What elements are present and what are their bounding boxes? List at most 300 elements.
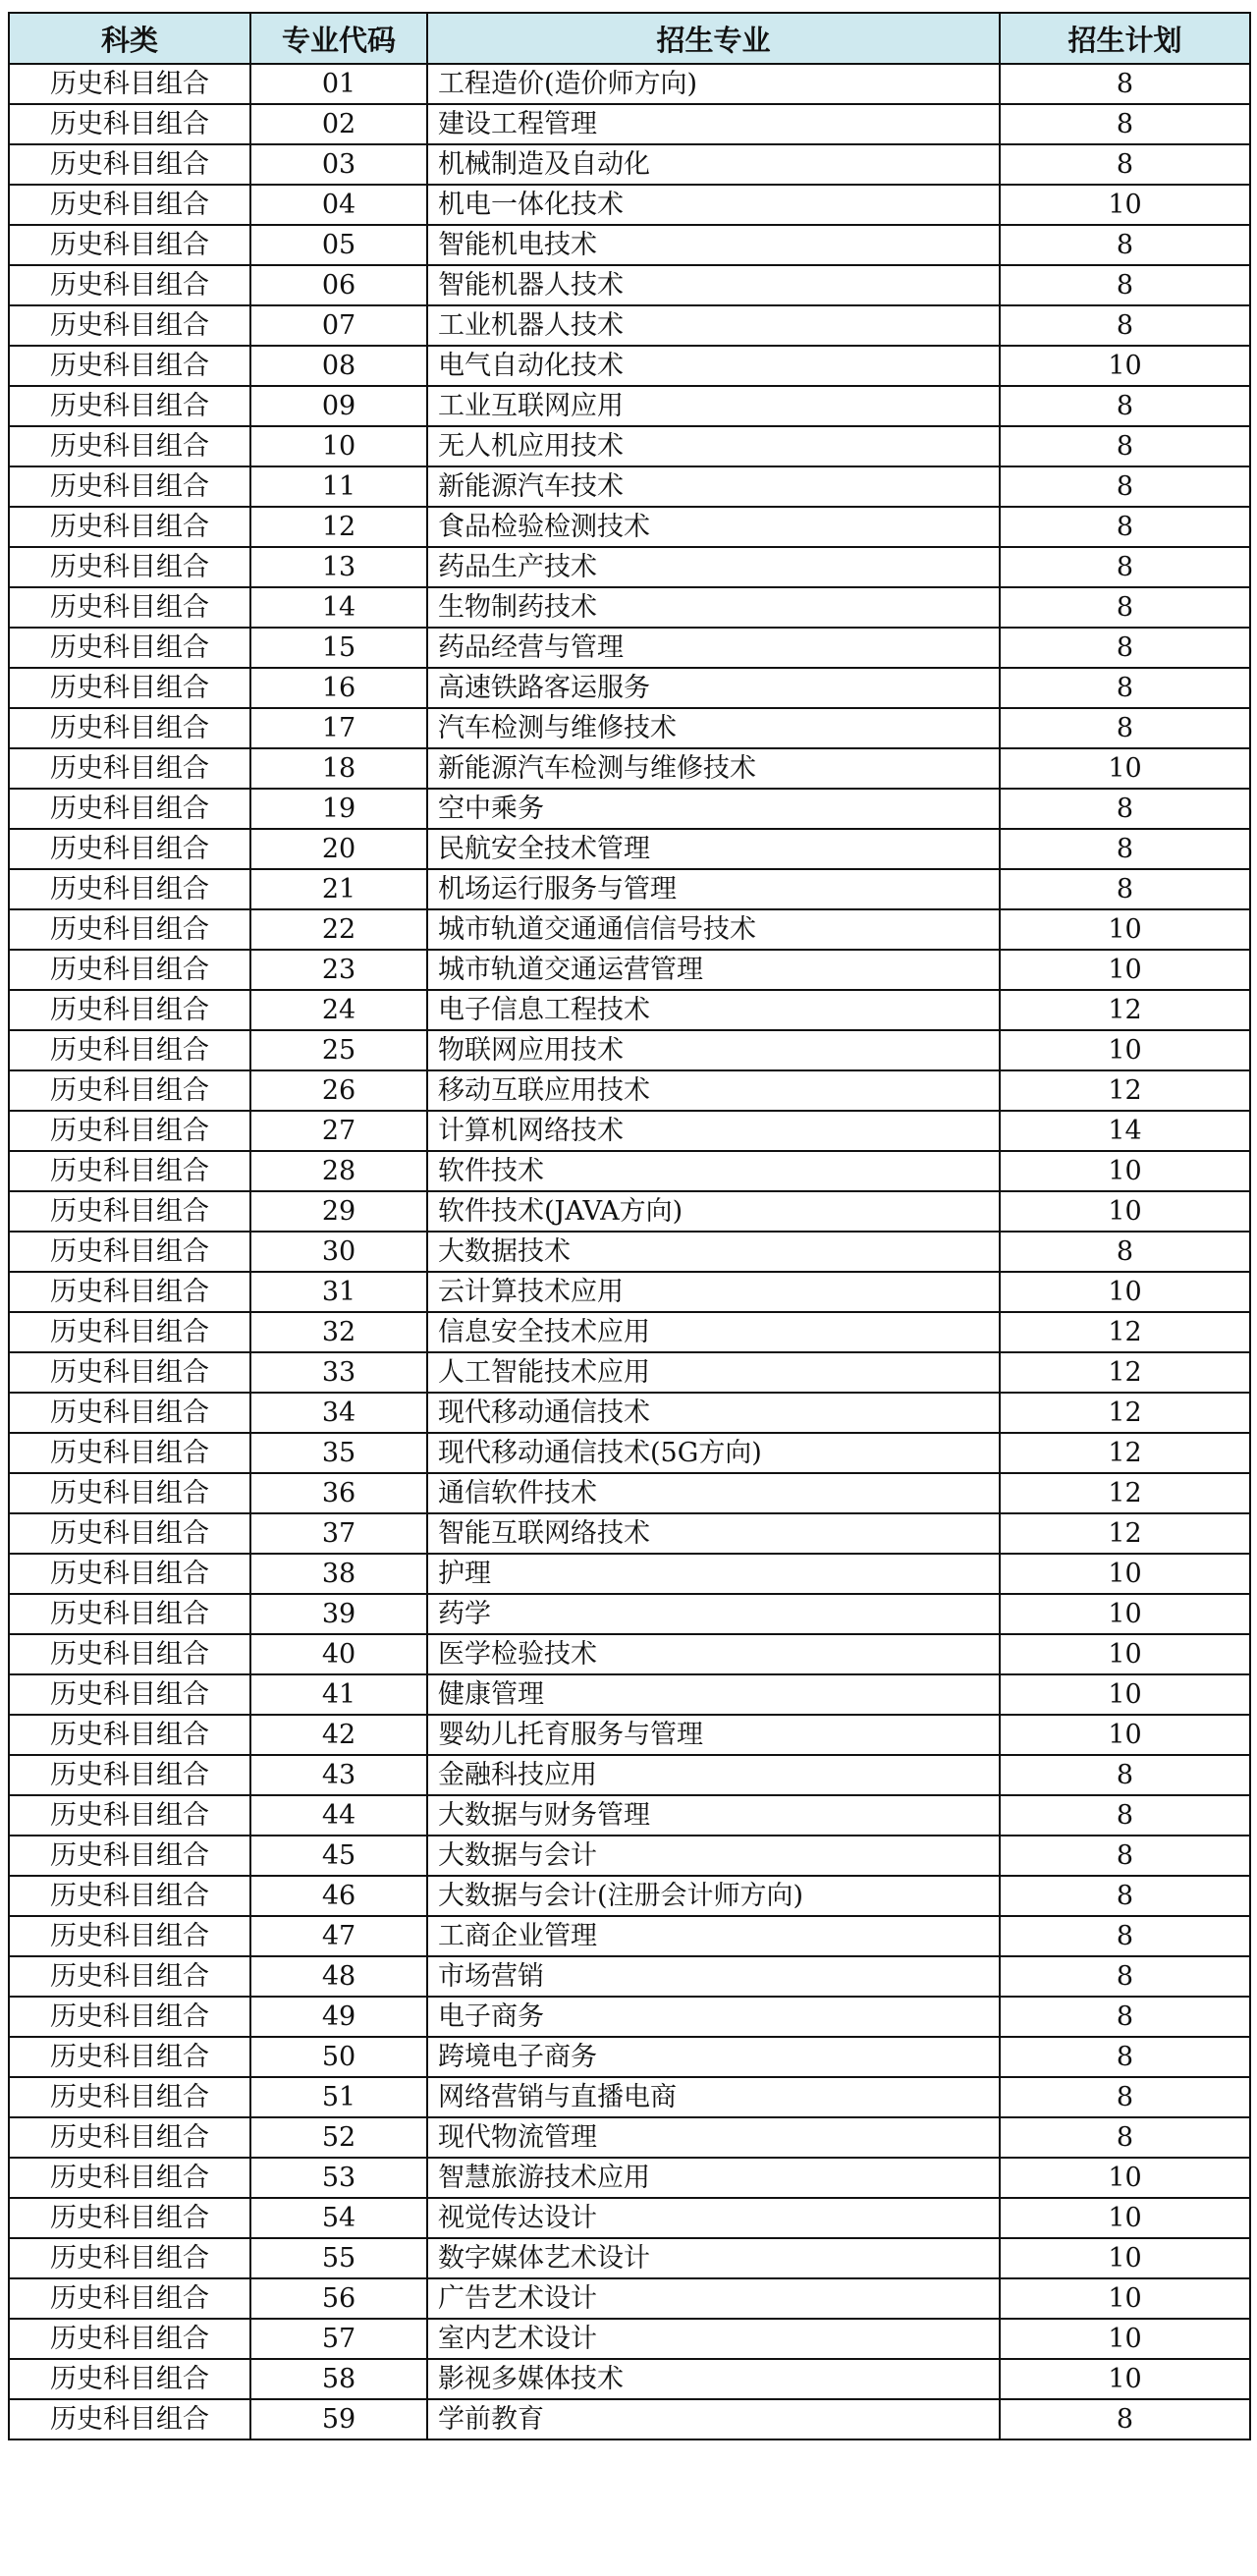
code-cell: 07 xyxy=(250,305,427,346)
category-cell: 历史科目组合 xyxy=(9,547,250,587)
major-cell: 空中乘务 xyxy=(427,789,1000,829)
major-cell: 信息安全技术应用 xyxy=(427,1312,1000,1352)
category-cell: 历史科目组合 xyxy=(9,1755,250,1795)
quota-cell: 10 xyxy=(1000,1715,1250,1755)
table-row xyxy=(9,1111,1250,1151)
header-quota: 招生计划 xyxy=(1000,13,1250,64)
code-cell: 21 xyxy=(250,869,427,909)
quota-cell: 10 xyxy=(1000,2359,1250,2399)
major-cell: 机场运行服务与管理 xyxy=(427,869,1000,909)
major-cell: 药学 xyxy=(427,1594,1000,1634)
code-cell: 16 xyxy=(250,668,427,708)
category-cell: 历史科目组合 xyxy=(9,1393,250,1433)
quota-cell: 10 xyxy=(1000,950,1250,990)
major-cell: 食品检验检测技术 xyxy=(427,507,1000,547)
major-cell: 影视多媒体技术 xyxy=(427,2359,1000,2399)
category-cell: 历史科目组合 xyxy=(9,2198,250,2238)
quota-cell: 12 xyxy=(1000,990,1250,1030)
major-cell: 工业互联网应用 xyxy=(427,386,1000,426)
major-cell: 智能互联网络技术 xyxy=(427,1513,1000,1554)
table-row xyxy=(9,1634,1250,1674)
major-cell: 云计算技术应用 xyxy=(427,1272,1000,1312)
quota-cell: 12 xyxy=(1000,1352,1250,1393)
quota-cell: 8 xyxy=(1000,2077,1250,2117)
code-cell: 32 xyxy=(250,1312,427,1352)
major-cell: 护理 xyxy=(427,1554,1000,1594)
table-row xyxy=(9,1473,1250,1513)
quota-cell: 10 xyxy=(1000,1191,1250,1232)
table-row xyxy=(9,1594,1250,1634)
category-cell: 历史科目组合 xyxy=(9,265,250,305)
code-cell: 43 xyxy=(250,1755,427,1795)
major-cell: 医学检验技术 xyxy=(427,1634,1000,1674)
code-cell: 36 xyxy=(250,1473,427,1513)
category-cell: 历史科目组合 xyxy=(9,1070,250,1111)
category-cell: 历史科目组合 xyxy=(9,466,250,507)
quota-cell: 8 xyxy=(1000,1836,1250,1876)
quota-cell: 10 xyxy=(1000,1272,1250,1312)
major-cell: 现代物流管理 xyxy=(427,2117,1000,2158)
major-cell: 物联网应用技术 xyxy=(427,1030,1000,1070)
quota-cell: 8 xyxy=(1000,869,1250,909)
category-cell: 历史科目组合 xyxy=(9,1715,250,1755)
quota-cell: 14 xyxy=(1000,1111,1250,1151)
code-cell: 51 xyxy=(250,2077,427,2117)
category-cell: 历史科目组合 xyxy=(9,869,250,909)
major-cell: 工业机器人技术 xyxy=(427,305,1000,346)
code-cell: 50 xyxy=(250,2037,427,2077)
category-cell: 历史科目组合 xyxy=(9,2158,250,2198)
category-cell: 历史科目组合 xyxy=(9,426,250,466)
table-row xyxy=(9,708,1250,748)
major-cell: 网络营销与直播电商 xyxy=(427,2077,1000,2117)
table-row xyxy=(9,2319,1250,2359)
table-row xyxy=(9,2399,1250,2439)
major-cell: 汽车检测与维修技术 xyxy=(427,708,1000,748)
quota-cell: 8 xyxy=(1000,1755,1250,1795)
quota-cell: 12 xyxy=(1000,1473,1250,1513)
quota-cell: 12 xyxy=(1000,1433,1250,1473)
code-cell: 34 xyxy=(250,1393,427,1433)
quota-cell: 8 xyxy=(1000,829,1250,869)
quota-cell: 12 xyxy=(1000,1513,1250,1554)
quota-cell: 12 xyxy=(1000,1312,1250,1352)
category-cell: 历史科目组合 xyxy=(9,1312,250,1352)
quota-cell: 8 xyxy=(1000,1916,1250,1956)
table-row xyxy=(9,1151,1250,1191)
category-cell: 历史科目组合 xyxy=(9,1151,250,1191)
code-cell: 52 xyxy=(250,2117,427,2158)
major-cell: 健康管理 xyxy=(427,1674,1000,1715)
table-row xyxy=(9,2037,1250,2077)
major-cell: 建设工程管理 xyxy=(427,104,1000,144)
major-cell: 新能源汽车技术 xyxy=(427,466,1000,507)
table-row xyxy=(9,789,1250,829)
quota-cell: 8 xyxy=(1000,2037,1250,2077)
code-cell: 35 xyxy=(250,1433,427,1473)
quota-cell: 8 xyxy=(1000,305,1250,346)
table-row xyxy=(9,466,1250,507)
table-row xyxy=(9,1674,1250,1715)
quota-cell: 8 xyxy=(1000,225,1250,265)
major-cell: 高速铁路客运服务 xyxy=(427,668,1000,708)
table-row xyxy=(9,1876,1250,1916)
quota-cell: 10 xyxy=(1000,1594,1250,1634)
major-cell: 计算机网络技术 xyxy=(427,1111,1000,1151)
quota-cell: 8 xyxy=(1000,1997,1250,2037)
code-cell: 47 xyxy=(250,1916,427,1956)
major-cell: 生物制药技术 xyxy=(427,587,1000,628)
category-cell: 历史科目组合 xyxy=(9,1191,250,1232)
code-cell: 59 xyxy=(250,2399,427,2439)
code-cell: 42 xyxy=(250,1715,427,1755)
code-cell: 31 xyxy=(250,1272,427,1312)
table-row xyxy=(9,869,1250,909)
quota-cell: 12 xyxy=(1000,1393,1250,1433)
quota-cell: 10 xyxy=(1000,2319,1250,2359)
table-row xyxy=(9,829,1250,869)
category-cell: 历史科目组合 xyxy=(9,829,250,869)
major-cell: 数字媒体艺术设计 xyxy=(427,2238,1000,2278)
category-cell: 历史科目组合 xyxy=(9,1916,250,1956)
quota-cell: 8 xyxy=(1000,104,1250,144)
major-cell: 药品经营与管理 xyxy=(427,628,1000,668)
table-row xyxy=(9,1352,1250,1393)
code-cell: 45 xyxy=(250,1836,427,1876)
table-row xyxy=(9,2158,1250,2198)
category-cell: 历史科目组合 xyxy=(9,64,250,104)
major-cell: 新能源汽车检测与维修技术 xyxy=(427,748,1000,789)
category-cell: 历史科目组合 xyxy=(9,305,250,346)
category-cell: 历史科目组合 xyxy=(9,2238,250,2278)
major-cell: 智能机器人技术 xyxy=(427,265,1000,305)
major-cell: 软件技术 xyxy=(427,1151,1000,1191)
category-cell: 历史科目组合 xyxy=(9,1674,250,1715)
quota-cell: 10 xyxy=(1000,2158,1250,2198)
major-cell: 工程造价(造价师方向) xyxy=(427,64,1000,104)
major-cell: 民航安全技术管理 xyxy=(427,829,1000,869)
quota-cell: 10 xyxy=(1000,2238,1250,2278)
major-cell: 婴幼儿托育服务与管理 xyxy=(427,1715,1000,1755)
header-code: 专业代码 xyxy=(250,13,427,64)
table-row xyxy=(9,1030,1250,1070)
quota-cell: 8 xyxy=(1000,386,1250,426)
major-cell: 移动互联应用技术 xyxy=(427,1070,1000,1111)
major-cell: 电气自动化技术 xyxy=(427,346,1000,386)
table-row xyxy=(9,64,1250,104)
major-cell: 药品生产技术 xyxy=(427,547,1000,587)
quota-cell: 8 xyxy=(1000,1876,1250,1916)
quota-cell: 8 xyxy=(1000,708,1250,748)
category-cell: 历史科目组合 xyxy=(9,990,250,1030)
major-cell: 智慧旅游技术应用 xyxy=(427,2158,1000,2198)
code-cell: 08 xyxy=(250,346,427,386)
quota-cell: 8 xyxy=(1000,466,1250,507)
code-cell: 19 xyxy=(250,789,427,829)
table-row xyxy=(9,1715,1250,1755)
major-cell: 现代移动通信技术(5G方向) xyxy=(427,1433,1000,1473)
code-cell: 23 xyxy=(250,950,427,990)
category-cell: 历史科目组合 xyxy=(9,185,250,225)
category-cell: 历史科目组合 xyxy=(9,2037,250,2077)
category-cell: 历史科目组合 xyxy=(9,668,250,708)
table-row xyxy=(9,2077,1250,2117)
table-row xyxy=(9,1554,1250,1594)
code-cell: 15 xyxy=(250,628,427,668)
category-cell: 历史科目组合 xyxy=(9,1836,250,1876)
quota-cell: 8 xyxy=(1000,1232,1250,1272)
quota-cell: 8 xyxy=(1000,507,1250,547)
table-row xyxy=(9,1433,1250,1473)
code-cell: 06 xyxy=(250,265,427,305)
admissions-plan-table xyxy=(8,12,1251,2440)
table-row xyxy=(9,2359,1250,2399)
quota-cell: 10 xyxy=(1000,748,1250,789)
category-cell: 历史科目组合 xyxy=(9,2399,250,2439)
quota-cell: 8 xyxy=(1000,426,1250,466)
code-cell: 27 xyxy=(250,1111,427,1151)
table-row xyxy=(9,587,1250,628)
table-row xyxy=(9,628,1250,668)
code-cell: 49 xyxy=(250,1997,427,2037)
quota-cell: 8 xyxy=(1000,1956,1250,1997)
code-cell: 20 xyxy=(250,829,427,869)
quota-cell: 8 xyxy=(1000,789,1250,829)
quota-cell: 10 xyxy=(1000,2278,1250,2319)
code-cell: 46 xyxy=(250,1876,427,1916)
quota-cell: 8 xyxy=(1000,668,1250,708)
category-cell: 历史科目组合 xyxy=(9,1997,250,2037)
major-cell: 广告艺术设计 xyxy=(427,2278,1000,2319)
major-cell: 金融科技应用 xyxy=(427,1755,1000,1795)
major-cell: 城市轨道交通运营管理 xyxy=(427,950,1000,990)
category-cell: 历史科目组合 xyxy=(9,2278,250,2319)
category-cell: 历史科目组合 xyxy=(9,144,250,185)
table-row xyxy=(9,1956,1250,1997)
quota-cell: 10 xyxy=(1000,2198,1250,2238)
header-major: 招生专业 xyxy=(427,13,1000,64)
major-cell: 机电一体化技术 xyxy=(427,185,1000,225)
code-cell: 09 xyxy=(250,386,427,426)
table-row xyxy=(9,225,1250,265)
code-cell: 25 xyxy=(250,1030,427,1070)
major-cell: 电子信息工程技术 xyxy=(427,990,1000,1030)
code-cell: 48 xyxy=(250,1956,427,1997)
quota-cell: 8 xyxy=(1000,2399,1250,2439)
major-cell: 机械制造及自动化 xyxy=(427,144,1000,185)
category-cell: 历史科目组合 xyxy=(9,225,250,265)
category-cell: 历史科目组合 xyxy=(9,587,250,628)
code-cell: 55 xyxy=(250,2238,427,2278)
code-cell: 57 xyxy=(250,2319,427,2359)
category-cell: 历史科目组合 xyxy=(9,748,250,789)
code-cell: 29 xyxy=(250,1191,427,1232)
category-cell: 历史科目组合 xyxy=(9,1795,250,1836)
code-cell: 53 xyxy=(250,2158,427,2198)
quota-cell: 10 xyxy=(1000,1554,1250,1594)
table-row xyxy=(9,144,1250,185)
category-cell: 历史科目组合 xyxy=(9,1030,250,1070)
table-row xyxy=(9,909,1250,950)
category-cell: 历史科目组合 xyxy=(9,1634,250,1674)
quota-cell: 8 xyxy=(1000,2117,1250,2158)
table-body xyxy=(9,64,1250,2439)
major-cell: 城市轨道交通通信信号技术 xyxy=(427,909,1000,950)
quota-cell: 8 xyxy=(1000,1795,1250,1836)
table-row xyxy=(9,1795,1250,1836)
quota-cell: 12 xyxy=(1000,1070,1250,1111)
major-cell: 跨境电子商务 xyxy=(427,2037,1000,2077)
table-row xyxy=(9,1916,1250,1956)
quota-cell: 10 xyxy=(1000,185,1250,225)
code-cell: 26 xyxy=(250,1070,427,1111)
quota-cell: 10 xyxy=(1000,1030,1250,1070)
category-cell: 历史科目组合 xyxy=(9,386,250,426)
category-cell: 历史科目组合 xyxy=(9,1956,250,1997)
category-cell: 历史科目组合 xyxy=(9,1473,250,1513)
code-cell: 05 xyxy=(250,225,427,265)
quota-cell: 8 xyxy=(1000,144,1250,185)
code-cell: 03 xyxy=(250,144,427,185)
code-cell: 13 xyxy=(250,547,427,587)
category-cell: 历史科目组合 xyxy=(9,1554,250,1594)
code-cell: 44 xyxy=(250,1795,427,1836)
quota-cell: 8 xyxy=(1000,628,1250,668)
table-row xyxy=(9,1755,1250,1795)
table-row xyxy=(9,426,1250,466)
code-cell: 40 xyxy=(250,1634,427,1674)
major-cell: 大数据与财务管理 xyxy=(427,1795,1000,1836)
table-row xyxy=(9,748,1250,789)
category-cell: 历史科目组合 xyxy=(9,104,250,144)
header-row xyxy=(9,13,1250,64)
major-cell: 室内艺术设计 xyxy=(427,2319,1000,2359)
major-cell: 大数据技术 xyxy=(427,1232,1000,1272)
quota-cell: 8 xyxy=(1000,547,1250,587)
major-cell: 大数据与会计 xyxy=(427,1836,1000,1876)
quota-cell: 8 xyxy=(1000,265,1250,305)
quota-cell: 8 xyxy=(1000,64,1250,104)
major-cell: 学前教育 xyxy=(427,2399,1000,2439)
category-cell: 历史科目组合 xyxy=(9,2319,250,2359)
table-row xyxy=(9,1070,1250,1111)
table-row xyxy=(9,1836,1250,1876)
category-cell: 历史科目组合 xyxy=(9,1232,250,1272)
table-row xyxy=(9,2238,1250,2278)
code-cell: 37 xyxy=(250,1513,427,1554)
code-cell: 04 xyxy=(250,185,427,225)
category-cell: 历史科目组合 xyxy=(9,628,250,668)
code-cell: 30 xyxy=(250,1232,427,1272)
code-cell: 12 xyxy=(250,507,427,547)
major-cell: 电子商务 xyxy=(427,1997,1000,2037)
code-cell: 01 xyxy=(250,64,427,104)
major-cell: 智能机电技术 xyxy=(427,225,1000,265)
category-cell: 历史科目组合 xyxy=(9,1352,250,1393)
table-row xyxy=(9,2198,1250,2238)
category-cell: 历史科目组合 xyxy=(9,2117,250,2158)
table-row xyxy=(9,1191,1250,1232)
quota-cell: 10 xyxy=(1000,1151,1250,1191)
table-row xyxy=(9,265,1250,305)
code-cell: 18 xyxy=(250,748,427,789)
major-cell: 市场营销 xyxy=(427,1956,1000,1997)
code-cell: 22 xyxy=(250,909,427,950)
category-cell: 历史科目组合 xyxy=(9,789,250,829)
table-row xyxy=(9,104,1250,144)
quota-cell: 10 xyxy=(1000,1634,1250,1674)
category-cell: 历史科目组合 xyxy=(9,1594,250,1634)
code-cell: 17 xyxy=(250,708,427,748)
code-cell: 33 xyxy=(250,1352,427,1393)
table-row xyxy=(9,386,1250,426)
category-cell: 历史科目组合 xyxy=(9,950,250,990)
major-cell: 现代移动通信技术 xyxy=(427,1393,1000,1433)
major-cell: 工商企业管理 xyxy=(427,1916,1000,1956)
table-row xyxy=(9,185,1250,225)
table-row xyxy=(9,1232,1250,1272)
category-cell: 历史科目组合 xyxy=(9,346,250,386)
code-cell: 58 xyxy=(250,2359,427,2399)
header-category: 科类 xyxy=(9,13,250,64)
quota-cell: 10 xyxy=(1000,909,1250,950)
category-cell: 历史科目组合 xyxy=(9,1111,250,1151)
category-cell: 历史科目组合 xyxy=(9,708,250,748)
code-cell: 28 xyxy=(250,1151,427,1191)
major-cell: 软件技术(JAVA方向) xyxy=(427,1191,1000,1232)
code-cell: 14 xyxy=(250,587,427,628)
major-cell: 通信软件技术 xyxy=(427,1473,1000,1513)
category-cell: 历史科目组合 xyxy=(9,507,250,547)
table-row xyxy=(9,990,1250,1030)
category-cell: 历史科目组合 xyxy=(9,1513,250,1554)
table-row xyxy=(9,305,1250,346)
table-row xyxy=(9,668,1250,708)
major-cell: 无人机应用技术 xyxy=(427,426,1000,466)
category-cell: 历史科目组合 xyxy=(9,2359,250,2399)
category-cell: 历史科目组合 xyxy=(9,2077,250,2117)
major-cell: 人工智能技术应用 xyxy=(427,1352,1000,1393)
category-cell: 历史科目组合 xyxy=(9,1876,250,1916)
major-cell: 大数据与会计(注册会计师方向) xyxy=(427,1876,1000,1916)
code-cell: 41 xyxy=(250,1674,427,1715)
table-row xyxy=(9,950,1250,990)
table-row xyxy=(9,507,1250,547)
code-cell: 56 xyxy=(250,2278,427,2319)
quota-cell: 10 xyxy=(1000,346,1250,386)
quota-cell: 8 xyxy=(1000,587,1250,628)
table-row xyxy=(9,1272,1250,1312)
table-header xyxy=(9,13,1250,64)
category-cell: 历史科目组合 xyxy=(9,909,250,950)
code-cell: 02 xyxy=(250,104,427,144)
table-row xyxy=(9,1393,1250,1433)
major-cell: 视觉传达设计 xyxy=(427,2198,1000,2238)
table-row xyxy=(9,1513,1250,1554)
code-cell: 11 xyxy=(250,466,427,507)
table-row xyxy=(9,547,1250,587)
code-cell: 24 xyxy=(250,990,427,1030)
code-cell: 39 xyxy=(250,1594,427,1634)
category-cell: 历史科目组合 xyxy=(9,1272,250,1312)
code-cell: 10 xyxy=(250,426,427,466)
table-row xyxy=(9,1997,1250,2037)
quota-cell: 10 xyxy=(1000,1674,1250,1715)
table-row xyxy=(9,2117,1250,2158)
code-cell: 54 xyxy=(250,2198,427,2238)
table-row xyxy=(9,2278,1250,2319)
category-cell: 历史科目组合 xyxy=(9,1433,250,1473)
